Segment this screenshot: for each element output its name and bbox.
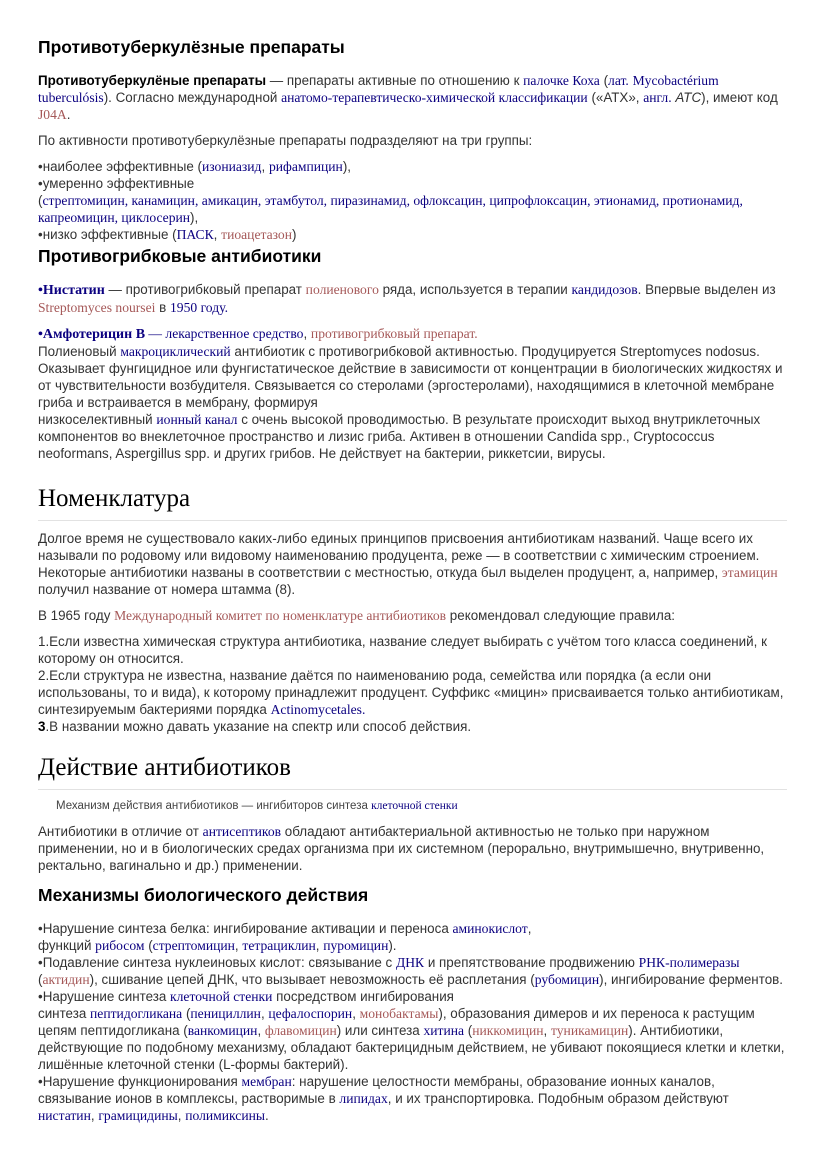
text-span: Полиеновый	[38, 344, 121, 359]
wiki-link[interactable]: 1950 году	[169, 300, 225, 315]
red-link[interactable]: никкомицин	[472, 1023, 544, 1038]
wiki-link[interactable]: ванкомицин	[187, 1023, 258, 1038]
groups-list	[38, 158, 787, 243]
wiki-link[interactable]: — лекарственное средство	[145, 326, 304, 341]
text-span: ). Антибиотики, действующие по подобному механизму, обладают бактерицидным действием, не убивают покоящиеся клетки и клетки, лишённые клеточной стенки (L-формы бактерий).	[38, 1023, 785, 1072]
wiki-link[interactable]: ПАСК	[176, 227, 214, 242]
heading-mechanisms: Механизмы биологического действия	[38, 885, 369, 905]
text-span: получил название от номера штамма (8).	[38, 582, 296, 597]
text-span: •Нарушение функционирования	[38, 1074, 242, 1089]
text-span: и препятствование продвижению	[424, 955, 639, 970]
text-span: ), ингибирование ферментов.	[599, 972, 783, 987]
text-span: 2.Если структура не известна, название даётся по наименованию рода, семейства или порядка (а если они использованы, то и вида), к которому принадлежит продуцент. Суффикс «мицин» присваивается только антибиотикам, синтезируемым бактериями порядка	[38, 668, 784, 717]
wiki-link[interactable]: .	[224, 300, 228, 315]
text-span: ) или синтеза	[336, 1023, 424, 1038]
mechanisms-list	[38, 920, 787, 1124]
text-span: ).	[388, 938, 397, 953]
heading-action: Действие антибиотиков	[38, 753, 787, 790]
text-span: антибиотик с противогрибковой активностью. Продуцируется Streptomyces nodosus. Оказывает фунгицидное или фунгистатическое действие в зависимости от концентрации в биологических жидкостях и от чувствительности возбудителя. Связывается со стеролами (эргостеролами), находящимися в клеточной мембране гриба и встраивается в мембрану, формируя	[38, 344, 783, 410]
text-span: Долгое время не существовало каких-либо единых принципов присвоения антибиотикам названий. Чаще всего их называли по родовому или видовому наименованию продуцента, реже — в соответствии с химическим строением. Некоторые антибиотики названы в соответствии с местностью, откуда был выделен продуцент, а, например,	[38, 531, 760, 580]
text-span: .	[66, 107, 71, 122]
amphotericin-paragraph	[38, 325, 787, 462]
wiki-link[interactable]: рифампицин	[268, 159, 343, 174]
red-link[interactable]: тиоацетазон	[221, 227, 292, 242]
heading-nomenclature: Номенклатура	[38, 484, 787, 521]
groups-paragraph	[38, 132, 787, 149]
text-span: посредством ингибирования	[272, 989, 454, 1004]
text-span: ), образования димеров и их переноса к растущим цепям пептидогликана (	[38, 1006, 755, 1038]
text-span: ряда, используется в терапии	[378, 282, 572, 297]
text-span: . Впервые выделен из	[637, 282, 776, 297]
wiki-link[interactable]: ДНК	[395, 955, 425, 970]
bold-term: 3	[38, 719, 46, 734]
text-span: По активности противотуберкулёзные препараты подразделяют на три группы:	[38, 133, 533, 148]
text-span: («АТХ»,	[587, 90, 644, 105]
text-span: ,	[315, 938, 324, 953]
text-span: Механизм действия антибиотиков — ингибиторов синтеза	[56, 800, 372, 812]
text-span: (	[182, 1006, 191, 1021]
text-span: Антибиотики в отличие от	[38, 824, 203, 839]
wiki-link[interactable]: рубомицин	[534, 972, 600, 987]
text-span: ,	[257, 1023, 265, 1038]
text-span: (	[38, 193, 43, 208]
nomenclature-paragraph	[38, 530, 787, 598]
text-span: •умеренно эффективные	[38, 176, 195, 191]
text-span: ),	[190, 210, 199, 225]
committee-paragraph	[38, 607, 787, 624]
wiki-link[interactable]: пуромицин	[323, 938, 389, 953]
text-span: ,	[90, 1108, 99, 1123]
text-span: в	[155, 300, 170, 315]
text-span: (	[464, 1023, 473, 1038]
wiki-link[interactable]: хитина	[423, 1023, 465, 1038]
text-span: ,	[261, 159, 269, 174]
text-span: с очень высокой проводимостью. В результате происходит выход внутриклеточных компонентов во внеклеточное пространство и лизис гриба. Активен в отношении Candida spp., Cryptococcus neoformans, Aspergillus spp. и других грибов. Не действует на бактерии, риккетсии, вирусы.	[38, 412, 761, 461]
red-link[interactable]: полиенового	[305, 282, 379, 297]
text-span: : нарушение целостности мембраны, образование ионных каналов, связывание ионов в комплексы, растворимые в	[38, 1074, 715, 1106]
wiki-link[interactable]: •Нистатин	[38, 283, 105, 298]
text-span: ,	[352, 1006, 360, 1021]
wiki-link[interactable]: Mycobactérium tuberculósis	[38, 73, 719, 105]
text-span: ),	[342, 159, 352, 174]
text-span: функций	[38, 938, 96, 953]
wiki-link[interactable]: анатомо-терапевтическо-химической классификации	[281, 90, 588, 105]
wiki-link[interactable]: липидах	[339, 1091, 388, 1106]
rules-list	[38, 633, 787, 735]
text-span: ,	[260, 1006, 269, 1021]
red-link[interactable]: этамицин	[721, 565, 778, 580]
wiki-link[interactable]: кандидозов	[571, 282, 638, 297]
text-span: ,	[543, 1023, 551, 1038]
text-span: ATC	[675, 90, 702, 105]
wiki-link[interactable]: РНК-полимеразы	[638, 955, 740, 970]
red-link[interactable]: туникамицин	[551, 1023, 629, 1038]
wiki-link[interactable]: аминокислот	[452, 921, 528, 936]
intro-paragraph	[38, 72, 787, 123]
wiki-link[interactable]: англ.	[643, 90, 672, 105]
text-span: ). Согласно международной	[103, 90, 282, 105]
text-span: •Нарушение синтеза	[38, 989, 171, 1004]
heading-antifungal: Противогрибковые антибиотики	[38, 246, 322, 266]
text-span: •Подавление синтеза нуклеиновых кислот: связывание с	[38, 955, 396, 970]
text-span: •Нарушение синтеза белка: ингибирование активации и переноса	[38, 921, 453, 936]
wiki-link[interactable]: тетрациклин	[242, 938, 316, 953]
wiki-link[interactable]: мембран	[241, 1074, 292, 1089]
text-span: — препараты активные по отношению к	[266, 73, 524, 88]
wiki-link[interactable]: Actinomycetales.	[270, 702, 366, 717]
text-span: ,	[213, 227, 222, 242]
bold-term: Противотуберкулёные препараты	[38, 73, 267, 88]
wiki-link[interactable]: палочке Коха	[523, 73, 600, 88]
nystatin-paragraph	[38, 281, 787, 316]
wiki-link[interactable]: полимиксины	[185, 1108, 266, 1123]
text-span: ), сшивание цепей ДНК, что вызывает невозможность её расплетания (	[89, 972, 535, 987]
text-span: )	[291, 227, 297, 242]
wiki-link[interactable]: стрептомицин, канамицин, амикацин, этамбутол, пиразинамид, офлоксацин, ципрофлоксацин, этионамид, протионамид, капреомицин, циклосерин	[38, 193, 743, 225]
heading-antituberculosis: Противотуберкулёзные препараты	[38, 37, 345, 57]
wiki-link[interactable]: макроциклический	[120, 344, 231, 359]
wiki-link[interactable]: грамицидины	[98, 1108, 178, 1123]
wiki-link[interactable]: ионный канал	[156, 412, 238, 427]
text-span: , и их транспортировка. Подобным образом действуют	[387, 1091, 729, 1106]
text-span: •низко эффективные (	[38, 227, 177, 242]
red-link[interactable]: J04A	[38, 107, 67, 122]
red-link[interactable]: монобактамы	[359, 1006, 439, 1021]
text-span: — противогрибковый препарат	[104, 282, 306, 297]
wiki-link[interactable]: нистатин	[38, 1108, 91, 1123]
text-span: •наиболее эффективные (	[38, 159, 202, 174]
image-caption	[38, 798, 787, 815]
wiki-link[interactable]: пенициллин	[190, 1006, 261, 1021]
wiki-link[interactable]: клеточной стенки	[170, 989, 273, 1004]
text-span: ,	[303, 326, 311, 341]
text-span: ,	[527, 921, 532, 936]
text-span: (	[144, 938, 153, 953]
text-span: (	[38, 972, 43, 987]
action-paragraph	[38, 823, 787, 874]
text-span: ), имеют код	[701, 90, 778, 105]
text-span: .	[265, 1108, 269, 1123]
red-link[interactable]: Streptomyces noursei	[38, 300, 156, 315]
text-span: рекомендовал следующие правила:	[446, 608, 676, 623]
text-span: .В названии можно давать указание на спектр или способ действия.	[45, 719, 472, 734]
wiki-link[interactable]: цефалоспорин	[268, 1006, 353, 1021]
wiki-link[interactable]: клеточной стенки	[371, 800, 458, 812]
text-span: низкоселективный	[38, 412, 157, 427]
text-span: 1.Если известна химическая структура антибиотика, название следует выбирать с учётом того класса соединений, к которому он относится.	[38, 634, 767, 666]
text-span: ,	[177, 1108, 186, 1123]
wiki-link[interactable]: рибосом	[95, 938, 145, 953]
text-span: обладают антибактериальной активностью не только при наружном применении, но и в биологических средах организма при их системном (перорально, внутримышечно, внутривенно, ректально, вагинально и др.) применении.	[38, 824, 765, 873]
text-span: (	[599, 73, 609, 88]
text-span: ,	[234, 938, 243, 953]
wiki-link[interactable]: лат.	[608, 73, 629, 88]
red-link[interactable]: флавомицин	[264, 1023, 337, 1038]
wiki-link[interactable]: •Амфотерицин B	[38, 327, 146, 342]
red-link[interactable]: противогрибковый препарат.	[310, 326, 478, 341]
wiki-link[interactable]: антисептиков	[202, 824, 282, 839]
red-link[interactable]: Международный комитет по номенклатуре антибиотиков	[114, 608, 447, 623]
wiki-link[interactable]: стрептомицин	[152, 938, 235, 953]
text-span: В 1965 году	[38, 608, 115, 623]
text-span: синтеза	[38, 1006, 91, 1021]
wiki-link[interactable]: пептидогликана	[90, 1006, 183, 1021]
red-link[interactable]: актидин	[42, 972, 90, 987]
wiki-link[interactable]: изониазид	[201, 159, 262, 174]
